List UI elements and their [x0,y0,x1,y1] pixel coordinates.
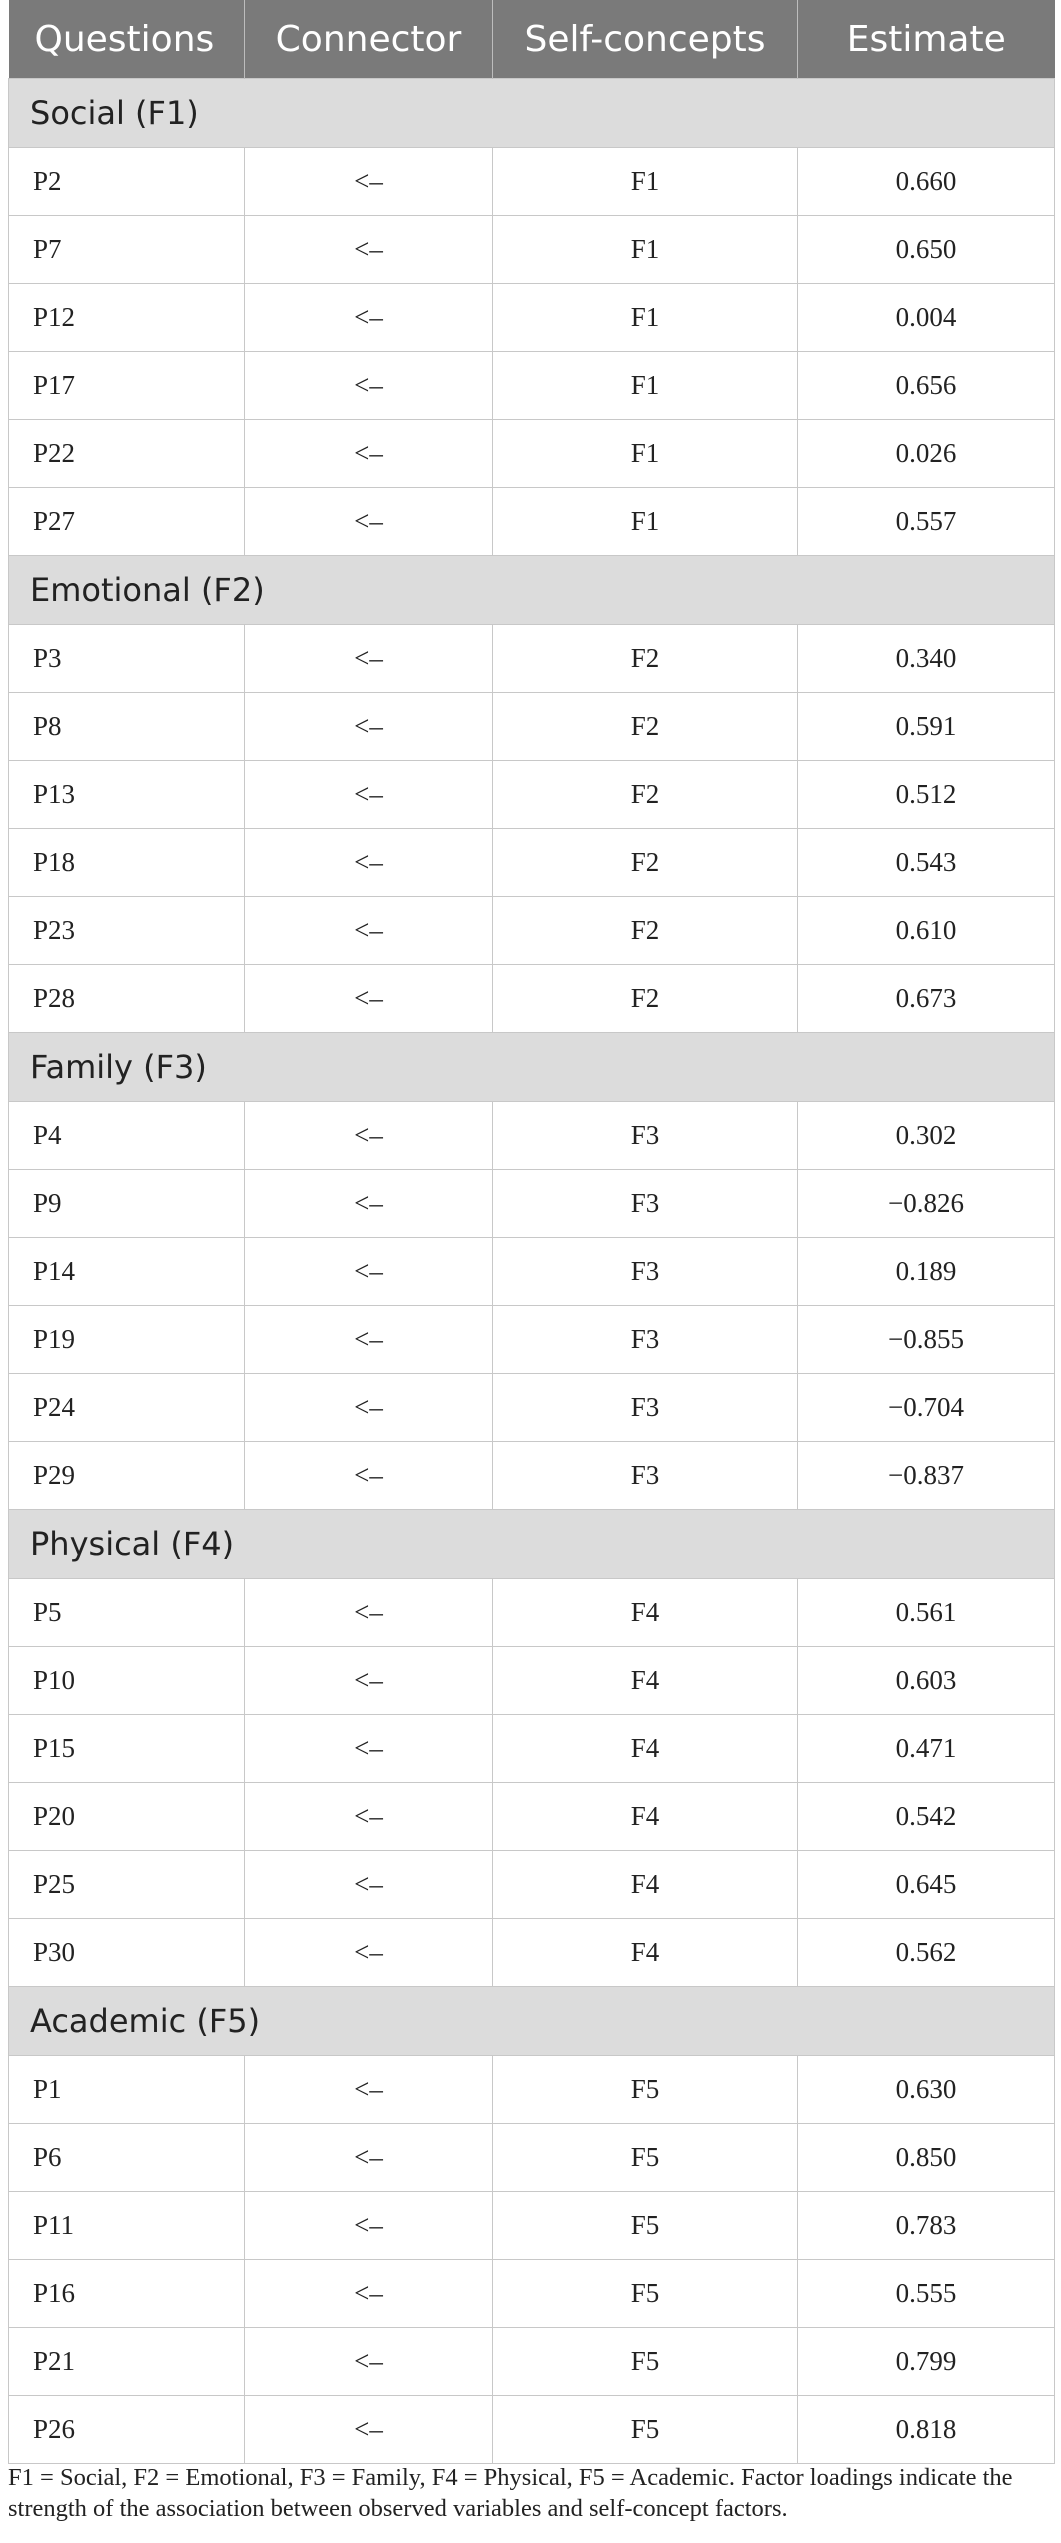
table-row [9,965,1055,1033]
table-row [9,420,1055,488]
table-row [9,2260,1055,2328]
table-row [9,1579,1055,1647]
cell-self-concept: F1 [493,488,798,556]
cell-connector: <– [245,1919,493,1987]
table-row [9,1442,1055,1510]
cell-estimate: 0.340 [798,625,1055,693]
cell-estimate: 0.557 [798,488,1055,556]
cell-estimate: 0.603 [798,1647,1055,1715]
cell-self-concept: F5 [493,2124,798,2192]
cell-self-concept: F1 [493,148,798,216]
cell-self-concept: F3 [493,1170,798,1238]
table-row [9,2192,1055,2260]
cell-connector: <– [245,2192,493,2260]
table-row [9,1306,1055,1374]
cell-estimate: 0.591 [798,693,1055,761]
cell-estimate: 0.656 [798,352,1055,420]
cell-connector: <– [245,897,493,965]
header-estimate: Estimate [798,0,1055,79]
cell-connector: <– [245,2260,493,2328]
table-row [9,761,1055,829]
cell-question: P28 [9,965,245,1033]
table-row [9,1374,1055,1442]
cell-connector: <– [245,1374,493,1442]
cell-question: P12 [9,284,245,352]
cell-self-concept: F2 [493,625,798,693]
cell-connector: <– [245,1306,493,1374]
section-row [9,1510,1055,1579]
cell-estimate: 0.610 [798,897,1055,965]
cell-estimate: 0.562 [798,1919,1055,1987]
cell-estimate: 0.004 [798,284,1055,352]
cell-question: P20 [9,1783,245,1851]
table-row [9,1851,1055,1919]
cell-self-concept: F5 [493,2396,798,2464]
cell-estimate: −0.837 [798,1442,1055,1510]
cell-question: P19 [9,1306,245,1374]
cell-connector: <– [245,1238,493,1306]
table-row [9,1783,1055,1851]
cell-estimate: 0.543 [798,829,1055,897]
table-row [9,1170,1055,1238]
cell-question: P13 [9,761,245,829]
cell-self-concept: F3 [493,1238,798,1306]
cell-question: P22 [9,420,245,488]
factor-loadings-table [8,0,1055,2464]
table-row [9,148,1055,216]
cell-connector: <– [245,216,493,284]
table-row [9,1647,1055,1715]
table-row [9,1238,1055,1306]
cell-question: P30 [9,1919,245,1987]
table-row [9,1715,1055,1783]
cell-self-concept: F4 [493,1919,798,1987]
cell-connector: <– [245,2328,493,2396]
table-row [9,2396,1055,2464]
cell-connector: <– [245,1715,493,1783]
cell-self-concept: F2 [493,965,798,1033]
table-row [9,2056,1055,2124]
cell-estimate: 0.630 [798,2056,1055,2124]
cell-self-concept: F1 [493,284,798,352]
cell-self-concept: F1 [493,352,798,420]
cell-self-concept: F2 [493,693,798,761]
cell-question: P6 [9,2124,245,2192]
cell-self-concept: F3 [493,1442,798,1510]
section-row [9,1987,1055,2056]
table-body [9,79,1055,2464]
cell-question: P2 [9,148,245,216]
section-title: Emotional (F2) [9,556,1055,625]
table-row [9,488,1055,556]
cell-question: P27 [9,488,245,556]
table-row [9,2328,1055,2396]
cell-self-concept: F3 [493,1374,798,1442]
header-row [9,0,1055,79]
cell-question: P5 [9,1579,245,1647]
table-header [9,0,1055,79]
cell-self-concept: F2 [493,897,798,965]
cell-self-concept: F1 [493,420,798,488]
cell-estimate: −0.704 [798,1374,1055,1442]
cell-estimate: 0.660 [798,148,1055,216]
cell-self-concept: F2 [493,761,798,829]
cell-question: P9 [9,1170,245,1238]
cell-estimate: 0.026 [798,420,1055,488]
cell-question: P1 [9,2056,245,2124]
cell-estimate: 0.512 [798,761,1055,829]
cell-question: P18 [9,829,245,897]
cell-self-concept: F4 [493,1783,798,1851]
cell-connector: <– [245,761,493,829]
section-row [9,79,1055,148]
cell-estimate: 0.850 [798,2124,1055,2192]
section-title: Academic (F5) [9,1987,1055,2056]
cell-self-concept: F3 [493,1102,798,1170]
cell-estimate: 0.650 [798,216,1055,284]
cell-estimate: 0.783 [798,2192,1055,2260]
cell-question: P17 [9,352,245,420]
cell-question: P8 [9,693,245,761]
cell-question: P14 [9,1238,245,1306]
cell-self-concept: F5 [493,2056,798,2124]
table-container [8,0,1054,2464]
header-self-concepts: Self-concepts [493,0,798,79]
cell-question: P24 [9,1374,245,1442]
cell-estimate: 0.561 [798,1579,1055,1647]
table-row [9,2124,1055,2192]
cell-connector: <– [245,965,493,1033]
cell-question: P29 [9,1442,245,1510]
cell-connector: <– [245,1170,493,1238]
cell-question: P15 [9,1715,245,1783]
section-row [9,1033,1055,1102]
cell-question: P11 [9,2192,245,2260]
header-connector: Connector [245,0,493,79]
table-row [9,897,1055,965]
cell-self-concept: F4 [493,1579,798,1647]
table-row [9,352,1055,420]
table-row [9,1102,1055,1170]
cell-connector: <– [245,284,493,352]
cell-connector: <– [245,1102,493,1170]
section-title: Family (F3) [9,1033,1055,1102]
cell-self-concept: F4 [493,1715,798,1783]
cell-connector: <– [245,420,493,488]
cell-estimate: −0.826 [798,1170,1055,1238]
table-row [9,216,1055,284]
cell-question: P21 [9,2328,245,2396]
cell-connector: <– [245,1442,493,1510]
cell-estimate: −0.855 [798,1306,1055,1374]
cell-connector: <– [245,625,493,693]
cell-self-concept: F4 [493,1851,798,1919]
cell-estimate: 0.189 [798,1238,1055,1306]
cell-question: P4 [9,1102,245,1170]
cell-self-concept: F5 [493,2260,798,2328]
header-questions: Questions [9,0,245,79]
cell-question: P26 [9,2396,245,2464]
table-row [9,693,1055,761]
table-footnote: F1 = Social, F2 = Emotional, F3 = Family, F4 = Physical, F5 = Academic. Factor loadings indicate the strength of the association between observed variables and self-concept factors. [8,2464,1013,2522]
cell-estimate: 0.542 [798,1783,1055,1851]
cell-self-concept: F5 [493,2328,798,2396]
cell-self-concept: F5 [493,2192,798,2260]
cell-self-concept: F2 [493,829,798,897]
cell-question: P3 [9,625,245,693]
table-row [9,284,1055,352]
section-row [9,556,1055,625]
section-title: Physical (F4) [9,1510,1055,1579]
cell-estimate: 0.673 [798,965,1055,1033]
cell-connector: <– [245,693,493,761]
cell-estimate: 0.818 [798,2396,1055,2464]
cell-connector: <– [245,148,493,216]
cell-question: P16 [9,2260,245,2328]
cell-connector: <– [245,2396,493,2464]
cell-connector: <– [245,1783,493,1851]
table-row [9,829,1055,897]
cell-question: P23 [9,897,245,965]
cell-question: P10 [9,1647,245,1715]
section-title: Social (F1) [9,79,1055,148]
cell-estimate: 0.471 [798,1715,1055,1783]
cell-estimate: 0.555 [798,2260,1055,2328]
cell-connector: <– [245,2124,493,2192]
cell-connector: <– [245,1851,493,1919]
cell-connector: <– [245,2056,493,2124]
cell-question: P25 [9,1851,245,1919]
cell-estimate: 0.645 [798,1851,1055,1919]
cell-connector: <– [245,829,493,897]
cell-self-concept: F4 [493,1647,798,1715]
cell-estimate: 0.302 [798,1102,1055,1170]
cell-connector: <– [245,1647,493,1715]
table-row [9,1919,1055,1987]
cell-connector: <– [245,352,493,420]
cell-self-concept: F1 [493,216,798,284]
cell-connector: <– [245,1579,493,1647]
cell-estimate: 0.799 [798,2328,1055,2396]
table-row [9,625,1055,693]
cell-connector: <– [245,488,493,556]
cell-question: P7 [9,216,245,284]
cell-self-concept: F3 [493,1306,798,1374]
